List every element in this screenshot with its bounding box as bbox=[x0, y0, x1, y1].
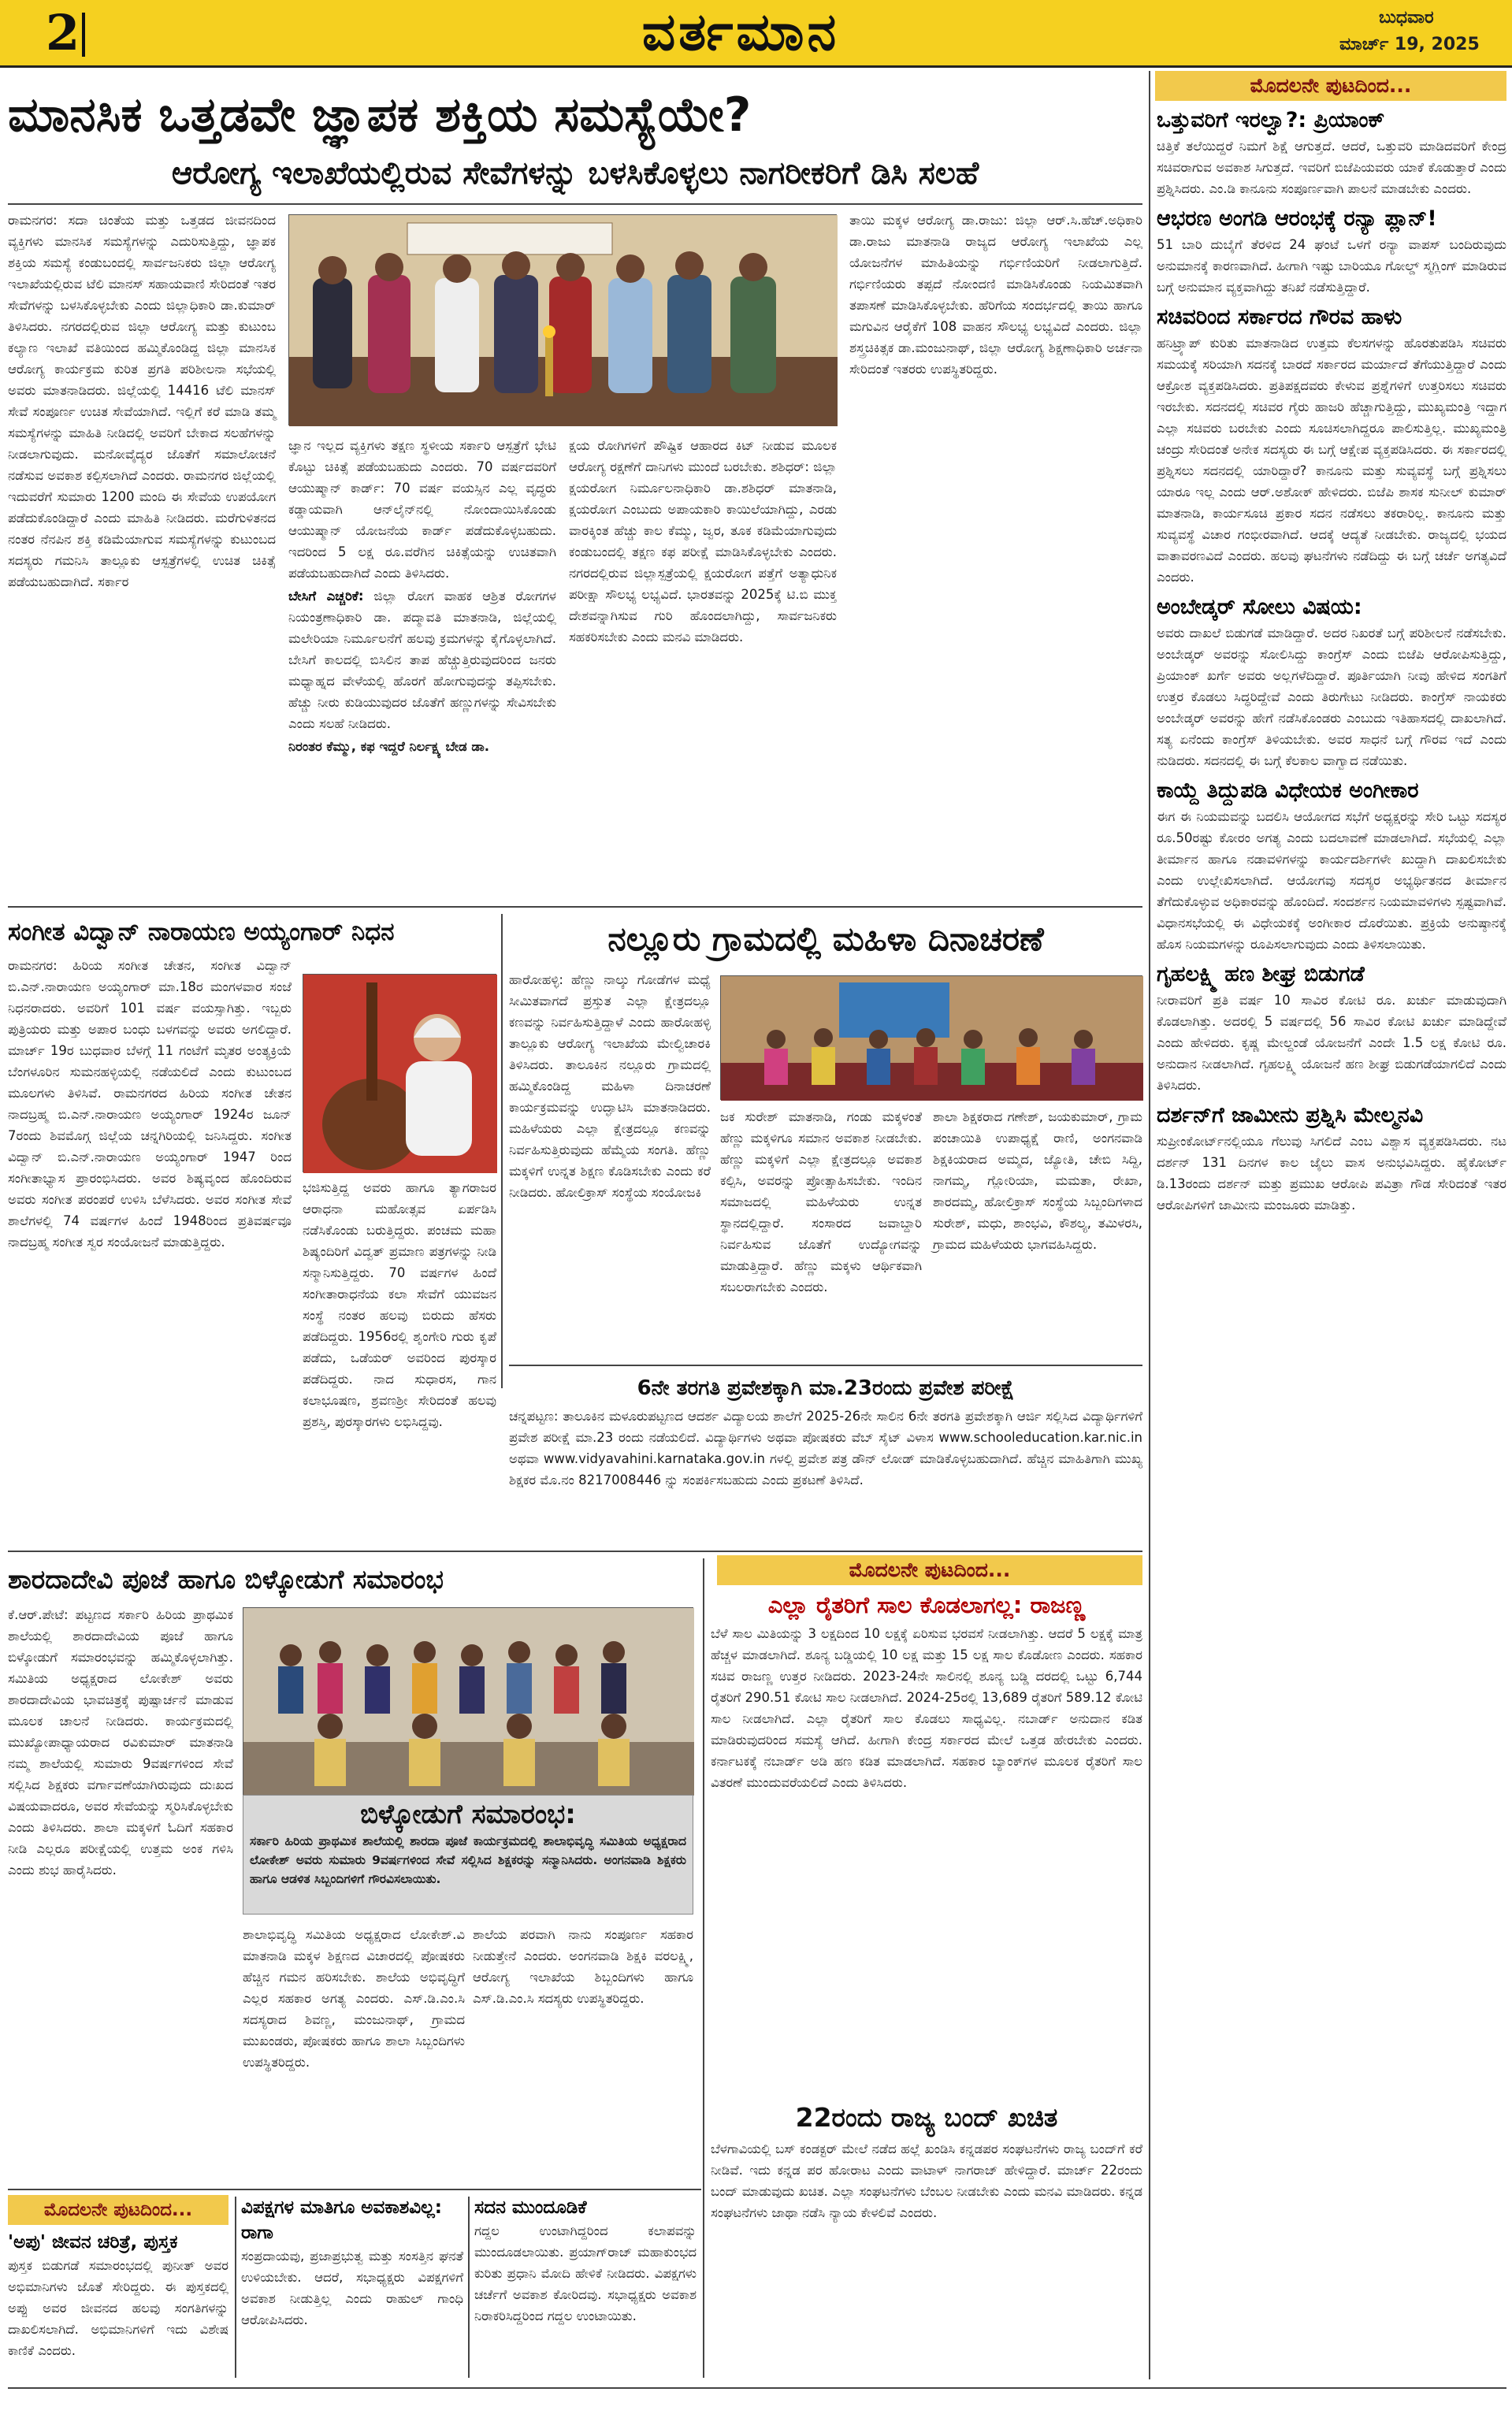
rule-row2 bbox=[8, 906, 1142, 908]
lead-col2c-text: ನಿರಂತರ ಕೆಮ್ಮು, ಕಫ ಇದ್ದರೆ ನಿರ್ಲಕ್ಷ್ಯ ಬೇಡ ಡಾ. bbox=[288, 739, 490, 754]
exam-headline: 6ನೇ ತರಗತಿ ಪ್ರವೇಶಕ್ಕಾಗಿ ಮಾ.23ರಂದು ಪ್ರವೇಶ ಪರೀಕ್ಷೆ bbox=[637, 1376, 1015, 1400]
sharada-headline: ಶಾರದಾದೇವಿ ಪೂಜೆ ಹಾಗೂ ಬಿಳ್ಕೋಡುಗೆ ಸಮಾರಂಭ bbox=[8, 1564, 444, 1595]
bottom-b2-head: ವಿಪಕ್ಷಗಳ ಮಾತಿಗೂ ಅವಕಾಶವಿಲ್ಲ: ರಾಗಾ bbox=[241, 2197, 442, 2243]
lead-photo bbox=[288, 214, 837, 425]
masthead bbox=[0, 0, 1512, 68]
lead-col3-text: ಕ್ಷಯ ರೋಗಿಗಳಿಗೆ ಪೌಷ್ಟಿಕ ಆಹಾರದ ಕಿಟ್ ನೀಡುವ ಮೂಲಕ ಆರೋಗ್ಯ ರಕ್ಷಣೆಗೆ ದಾನಿಗಳು ಮುಂದೆ ಬರಬೇಕು. ಶಶಿಧರ್: ಜಿಲ್ಲಾ ಕ್ಷಯರೋಗ ನಿರ್ಮೂಲನಾಧಿಕಾರಿ ಡಾ.ಶಶಿಧರ್ ಮಾತನಾಡಿ, ಕ್ಷಯರೋಗ ಎಂಬುದು ಅಪಾಯಕಾರಿ ಕಾಯಿಲೆಯಾಗಿದ್ದು, ಎರಡು ವಾರಕ್ಕಿಂತ ಹೆಚ್ಚು ಕಾಲ ಕೆಮ್ಮು, ಜ್ವರ, ತೂಕ ಕಡಿಮೆಯಾಗುವುದು ಕಂಡುಬಂದಲ್ಲಿ ತಕ್ಷಣ ಕಫ ಪರೀಕ್ಷೆ ಮಾಡಿಸಿಕೊಳ್ಳಬೇಕು ಎಂದರು. ನಗರದಲ್ಲಿರುವ ಜಿಲ್ಲಾಸ್ಪತ್ರೆಯಲ್ಲಿ ಕ್ಷಯರೋಗ ಪತ್ತೆಗೆ ಅತ್ಯಾಧುನಿಕ ಪರೀಕ್ಷಾ ಸೌಲಭ್ಯ ಲಭ್ಯವಿದೆ. ಭಾರತವನ್ನು 2025ಕ್ಕೆ ಟಿ.ಬಿ ಮುಕ್ತ ದೇಶವನ್ನಾಗಿಸುವ ಗುರಿ ಹೊಂದಲಾಗಿದ್ದು, ಸಾರ್ವಜನಿಕರು ಸಹಕರಿಸಬೇಕು ಎಂದು ಮನವಿ ಮಾಡಿದರು. bbox=[569, 438, 837, 644]
bandh-headline: 22ರಂದು ರಾಜ್ಯ ಬಂದ್ ಖಚಿತ bbox=[795, 2102, 1058, 2133]
right-continued-tag: ಮೊದಲನೇ ಪುಟದಿಂದ... bbox=[1155, 71, 1506, 101]
masthead-date: ಮಾರ್ಚ್ 19, 2025 bbox=[1339, 35, 1480, 54]
lead-photo-image bbox=[289, 215, 838, 426]
sharada-col3 bbox=[473, 1924, 693, 2187]
bottom-b3-head: ಸದನ ಮುಂದೂಡಿಕೆ bbox=[474, 2197, 587, 2218]
right-p4: ಅವರು ದಾಖಲೆ ಬಿಡುಗಡೆ ಮಾಡಿದ್ದಾರೆ. ಅದರ ನಿಖರತೆ ಬಗ್ಗೆ ಪರಿಶೀಲನೆ ನಡೆಸಬೇಕು. ಅಂಬೇಡ್ಕರ್ ಅವರನ್ನು ಸೋಲಿಸಿದ್ದು ಕಾಂಗ್ರೆಸ್ ಎಂದು ಬಿಜೆಪಿ ಆರೋಪಿಸುತ್ತಿದ್ದು, ಪ್ರಿಯಾಂಕ್ ಖರ್ಗೆ ಅವರು ಅಲ್ಲಗಳೆದಿದ್ದಾರೆ. ಪೂರ್ತಿಯಾಗಿ ನೀವು ಹೇಳಿದ ಸಂಗತಿಗೆ ಉತ್ತರ ಕೊಡಲು ಸಿದ್ಧರಿದ್ದೇವೆ ಎಂದು ತಿರುಗೇಟು ನೀಡಿದರು. ಕಾಂಗ್ರೆಸ್ ನಾಯಕರು ಅಂಬೇಡ್ಕರ್ ಅವರನ್ನು ಹೇಗೆ ನಡೆಸಿಕೊಂಡರು ಎಂಬುದು ಇತಿಹಾಸದಲ್ಲಿ ದಾಖಲಾಗಿದೆ. ಸತ್ಯ ಏನೆಂದು ಕಾಂಗ್ರೆಸ್ ತಿಳಿಯಬೇಕು. ಅವರ ಸಾಧನೆ ಬಗ್ಗೆ ಗೌರವ ಇದೆ ಎಂದು ನುಡಿದರು. ಸದನದಲ್ಲಿ ಈ ಬಗ್ಗೆ ಕೆಲಕಾಲ ವಾಗ್ವಾದ ನಡೆಯಿತು. bbox=[1157, 626, 1506, 768]
sharada-photo-image bbox=[243, 1608, 694, 1796]
bandh-text: ಬೆಳಗಾವಿಯಲ್ಲಿ ಬಸ್ ಕಂಡಕ್ಟರ್ ಮೇಲೆ ನಡೆದ ಹಲ್ಲೆ ಖಂಡಿಸಿ ಕನ್ನಡಪರ ಸಂಘಟನೆಗಳು ರಾಜ್ಯ ಬಂದ್‌ಗೆ ಕರೆ ನೀಡಿವೆ. ಇದು ಕನ್ನಡ ಪರ ಹೋರಾಟ ಎಂದು ವಾಟಾಳ್ ನಾಗರಾಜ್ ಹೇಳಿದ್ದಾರೆ. ಮಾರ್ಚ್ 22ರಂದು ಬಂದ್ ಮಾಡುವುದು ಖಚಿತ. ಎಲ್ಲಾ ಸಂಘಟನೆಗಳು ಬೆಂಬಲ ನೀಡಬೇಕು ಎಂದು ಮನವಿ ಮಾಡಿದರು. ಕನ್ನಡ ಸಂಘಟನೆಗಳು ಜಾಥಾ ನಡೆಸಿ ನ್ಯಾಯ ಕೇಳಲಿವೆ ಎಂದರು. bbox=[711, 2141, 1142, 2220]
nallur-col2 bbox=[720, 1106, 922, 1379]
right-h5: ಕಾಯ್ದೆ ತಿದ್ದುಪಡಿ ವಿಧೇಯಕ ಅಂಗೀಕಾರ bbox=[1157, 778, 1419, 803]
sharada-col1-text: ಕೆ.ಆರ್.ಪೇಟೆ: ಪಟ್ಟಣದ ಸರ್ಕಾರಿ ಹಿರಿಯ ಪ್ರಾಥಮಿಕ ಶಾಲೆಯಲ್ಲಿ ಶಾರದಾದೇವಿಯ ಪೂಜೆ ಹಾಗೂ ಬಿಳ್ಕೋಡುಗೆ ಸಮಾರಂಭವನ್ನು ಹಮ್ಮಿಕೊಳ್ಳಲಾಗಿತ್ತು. ಸಮಿತಿಯ ಅಧ್ಯಕ್ಷರಾದ ಲೋಕೇಶ್ ಅವರು ಶಾರದಾದೇವಿಯ ಭಾವಚಿತ್ರಕ್ಕೆ ಪುಷ್ಪಾರ್ಚನೆ ಮಾಡುವ ಮೂಲಕ ಚಾಲನೆ ನೀಡಿದರು. ಕಾರ್ಯಕ್ರಮದಲ್ಲಿ ಮುಖ್ಯೋಪಾಧ್ಯಾಯರಾದ ರವಿಕುಮಾರ್ ಮಾತನಾಡಿ ನಮ್ಮ ಶಾಲೆಯಲ್ಲಿ ಸುಮಾರು 9ವರ್ಷಗಳಿಂದ ಸೇವೆ ಸಲ್ಲಿಸಿದ ಶಿಕ್ಷಕರು ವರ್ಗಾವಣೆಯಾಗಿರುವುದು ದುಃಖದ ವಿಷಯವಾದರೂ, ಅವರ ಸೇವೆಯನ್ನು ಸ್ಮರಿಸಿಕೊಳ್ಳಬೇಕು ಎಂದು ತಿಳಿಸಿದರು. ಶಾಲಾ ಮಕ್ಕಳಿಗೆ ಓದಿಗೆ ಸಹಕಾರ ನೀಡಿ ಎಲ್ಲರೂ ಪರೀಕ್ಷೆಯಲ್ಲಿ ಉತ್ತಮ ಅಂಕ ಗಳಿಸಿ ಎಂದು ಶುಭ ಹಾರೈಸಿದರು. bbox=[8, 1607, 233, 1877]
bottom-b1-text: ಪುಸ್ತಕ ಬಿಡುಗಡೆ ಸಮಾರಂಭದಲ್ಲಿ ಪುನೀತ್ ಅವರ ಅಭಿಮಾನಿಗಳು ಜೊತೆ ಸೇರಿದ್ದರು. ಈ ಪುಸ್ತಕದಲ್ಲಿ ಅಪ್ಪು ಅವರ ಜೀವನದ ಹಲವು ಸಂಗತಿಗಳನ್ನು ದಾಖಲಿಸಲಾಗಿದೆ. ಅಭಿಮಾನಿಗಳಿಗೆ ಇದು ವಿಶೇಷ ಕಾಣಿಕೆ ಎಂದರು. bbox=[8, 2258, 228, 2358]
bottom-b2 bbox=[241, 2195, 463, 2379]
loan-body bbox=[711, 1623, 1142, 2094]
sharada-photo bbox=[243, 1607, 693, 1795]
lead-col3 bbox=[569, 435, 837, 903]
bottom-b2-text: ಸಂಪ್ರದಾಯವು, ಪ್ರಜಾಪ್ರಭುತ್ವ ಮತ್ತು ಸಂಸತ್ತಿನ ಘನತೆ ಉಳಿಯಬೇಕು. ಆದರೆ, ಸಭಾಧ್ಯಕ್ಷರು ವಿಪಕ್ಷಗಳಿಗೆ ಅವಕಾಶ ನೀಡುತ್ತಿಲ್ಲ ಎಂದು ರಾಹುಲ್ ಗಾಂಧಿ ಆರೋಪಿಸಿದರು. bbox=[241, 2249, 463, 2327]
nallur-p1: ಹಾರೋಹಳ್ಳಿ: ಹೆಣ್ಣು ನಾಲ್ಕು ಗೋಡೆಗಳ ಮಧ್ಯೆ ಸೀಮಿತವಾಗದೆ ಪ್ರಸ್ತುತ ಎಲ್ಲಾ ಕ್ಷೇತ್ರದಲ್ಲೂ ಕಣವನ್ನು ನಿರ್ವಹಿಸುತ್ತಿದ್ದಾಳೆ ಎಂದು ಹಾರೋಹಳ್ಳಿ ತಾಲ್ಲೂಕು ಆರೋಗ್ಯ ಇಲಾಖೆಯ ಮೇಲ್ವಿಚಾರಕಿ ತಿಳಿಸಿದರು. ತಾಲೂಕಿನ ನಲ್ಲೂರು ಗ್ರಾಮದಲ್ಲಿ ಹಮ್ಮಿಕೊಂಡಿದ್ದ ಮಹಿಳಾ ದಿನಾಚರಣೆ ಕಾರ್ಯಕ್ರಮವನ್ನು ಉದ್ಘಾಟಿಸಿ ಮಾತನಾಡಿದರು. ಮಹಿಳೆಯರು ಎಲ್ಲಾ ಕ್ಷೇತ್ರದಲ್ಲೂ ಕಣವನ್ನು ನಿರ್ವಹಿಸುತ್ತಿರುವುದು ಹೆಮ್ಮೆಯ ಸಂಗತಿ. ಹೆಣ್ಣು ಮಕ್ಕಳಿಗೆ ಉನ್ನತ ಶಿಕ್ಷಣ ಕೊಡಿಸಬೇಕು ಎಂದು ಕರೆ ನೀಡಿದರು. ಹೋಲಿಕ್ರಾಸ್ ಸಂಸ್ಥೆಯ ಸಂಯೋಜಕಿ bbox=[509, 972, 711, 1200]
lead-headline: ಮಾನಸಿಕ ಒತ್ತಡವೇ ಜ್ಞಾಪಕ ಶಕ್ತಿಯ ಸಮಸ್ಯೆಯೇ? bbox=[8, 87, 752, 143]
loan-text: ಬೆಳೆ ಸಾಲ ಮಿತಿಯನ್ನು 3 ಲಕ್ಷದಿಂದ 10 ಲಕ್ಷಕ್ಕೆ ಏರಿಸುವ ಭರವಸೆ ನೀಡಲಾಗಿತ್ತು. ಆದರೆ 5 ಲಕ್ಷಕ್ಕೆ ಮಾತ್ರ ಹೆಚ್ಚಳ ಮಾಡಲಾಗಿದೆ. ಶೂನ್ಯ ಬಡ್ಡಿಯಲ್ಲಿ 10 ಲಕ್ಷ ಮತ್ತು 15 ಲಕ್ಷ ಸಾಲ ಕೊಡೋಣ ಎಂದರು. ಸಹಕಾರ ಸಚಿವ ರಾಜಣ್ಣ ಉತ್ತರ ನೀಡಿದರು. 2023-24ನೇ ಸಾಲಿನಲ್ಲಿ ಶೂನ್ಯ ಬಡ್ಡಿ ದರದಲ್ಲಿ ಒಟ್ಟು 6,744 ರೈತರಿಗೆ 290.51 ಕೋಟಿ ಸಾಲ ನೀಡಲಾಗಿದೆ. 2024-25ರಲ್ಲಿ 13,689 ರೈತರಿಗೆ 589.12 ಕೋಟಿ ಸಾಲ ನೀಡಲಾಗಿದೆ. ಎಲ್ಲಾ ರೈತರಿಗೆ ಸಾಲ ಕೊಡಲು ಸಾಧ್ಯವಿಲ್ಲ. ನಬಾರ್ಡ್ ಅನುದಾನ ಕಡಿತ ಮಾಡಿರುವುದರಿಂದ ಸಮಸ್ಯೆ ಆಗಿದೆ. ಹೀಗಾಗಿ ಕೇಂದ್ರ ಸರ್ಕಾರದ ಮೇಲೆ ಒತ್ತಡ ಹೇರಬೇಕು ಎಂದರು. ಕರ್ನಾಟಕಕ್ಕೆ ನಬಾರ್ಡ್ ಅಡಿ ಹಣ ಕಡಿತ ಮಾಡಲಾಗಿದೆ. ಸಹಕಾರ ಬ್ಯಾಂಕ್‌ಗಳ ಮೂಲಕ ರೈತರಿಗೆ ಸಾಲ ವಿತರಣೆ ಮುಂದುವರೆಯಲಿದೆ ಎಂದು ತಿಳಿಸಿದರು. bbox=[711, 1626, 1142, 1790]
lead-col2a-text: ಜ್ಞಾನ ಇಲ್ಲದ ವ್ಯಕ್ತಿಗಳು ತಕ್ಷಣ ಸ್ಥಳೀಯ ಸರ್ಕಾರಿ ಆಸ್ಪತ್ರೆಗೆ ಭೇಟಿ ಕೊಟ್ಟು ಚಿಕಿತ್ಸೆ ಪಡೆಯಬಹುದು ಎಂದರು. 70 ವರ್ಷದವರಿಗೆ ಆಯುಷ್ಮಾನ್ ಕಾರ್ಡ್: 70 ವರ್ಷ ವಯಸ್ಸಿನ ಎಲ್ಲ ವೃದ್ಧರು ಕಡ್ಡಾಯವಾಗಿ ಆನ್‌ಲೈನ್‌ನಲ್ಲಿ ನೋಂದಾಯಿಸಿಕೊಂಡು ಆಯುಷ್ಮಾನ್ ಯೋಜನೆಯ ಕಾರ್ಡ್ ಪಡೆದುಕೊಳ್ಳಬಹುದು. ಇದರಿಂದ 5 ಲಕ್ಷ ರೂ.ವರೆಗಿನ ಚಿಕಿತ್ಸೆಯನ್ನು ಉಚಿತವಾಗಿ ಪಡೆಯಬಹುದಾಗಿದೆ ಎಂದು ತಿಳಿಸಿದರು. bbox=[288, 438, 556, 581]
sharada-caption-text: ಸರ್ಕಾರಿ ಹಿರಿಯ ಪ್ರಾಥಮಿಕ ಶಾಲೆಯಲ್ಲಿ ಶಾರದಾ ಪೂಜೆ ಕಾರ್ಯಕ್ರಮದಲ್ಲಿ ಶಾಲಾಭಿವೃದ್ಧಿ ಸಮಿತಿಯ ಅಧ್ಯಕ್ಷರಾದ ಲೋಕೇಶ್ ಅವರು ಸುಮಾರು 9ವರ್ಷಗಳಿಂದ ಸೇವೆ ಸಲ್ಲಿಸಿದ ಶಿಕ್ಷಕರನ್ನು ಸನ್ಮಾನಿಸಿದರು. ಅಂಗನವಾಡಿ ಶಿಕ್ಷಕರು ಹಾಗೂ ಆಡಳಿತ ಸಿಬ್ಬಂದಿಗಳಿಗೆ ಗೌರವಿಸಲಾಯಿತು. bbox=[250, 1834, 686, 1886]
right-column bbox=[1157, 106, 1506, 2383]
right-h2: ಆಭರಣ ಅಂಗಡಿ ಆರಂಭಕ್ಕೆ ರನ್ಯಾ ಪ್ಲಾನ್! bbox=[1157, 206, 1437, 231]
music-right-text: ಭಜಿಸುತ್ತಿದ್ದ ಅವರು ಹಾಗೂ ತ್ಯಾಗರಾಜರ ಆರಾಧನಾ ಮಹೋತ್ಸವ ಏರ್ಪಡಿಸಿ ನಡೆಸಿಕೊಂಡು ಬರುತ್ತಿದ್ದರು. ಪಂಚಮ ಮಹಾ ಶಿಷ್ಯಂದಿರಿಗೆ ವಿದ್ವತ್ ಪ್ರಮಾಣ ಪತ್ರಗಳನ್ನು ನೀಡಿ ಸನ್ಮಾನಿಸುತ್ತಿದ್ದರು. 70 ವರ್ಷಗಳ ಹಿಂದೆ ಸಂಗೀತಾರಾಧನೆಯ ಕಲಾ ಸೇವೆಗೆ ಯುವಜನ ಸಂಸ್ಥೆ ನಂತರ ಹಲವು ಬಿರುದು ಹೆಸರು ಪಡೆದಿದ್ದರು. 1956ರಲ್ಲಿ ಶೃಂಗೇರಿ ಗುರು ಕೃಪೆ ಪಡೆದು, ಒಡೆಯರ್ ಅವರಿಂದ ಪುರಸ್ಕಾರ ಪಡೆದಿದ್ದರು. ನಾದ ಸುಧಾರಸ, ಗಾನ ಕಲಾಭೂಷಣ, ಶ್ರವಣಶ್ರೀ ಸೇರಿದಂತೆ ಹಲವು ಪ್ರಶಸ್ತಿ, ಪುರಸ್ಕಾರಗಳು ಲಭಿಸಿದ್ದವು. bbox=[303, 1180, 496, 1429]
rule-music-nallur bbox=[501, 914, 503, 1388]
right-p2: 51 ಬಾರಿ ದುಬೈಗೆ ತೆರಳಿದ 24 ಘಂಟೆ ಒಳಗೆ ರನ್ಯಾ ವಾಪಸ್ ಬಂದಿರುವುದು ಅನುಮಾನಕ್ಕೆ ಕಾರಣವಾಗಿದೆ. ಹೀಗಾಗಿ ಇಷ್ಟು ಬಾರಿಯೂ ಗೋಲ್ಡ್ ಸ್ಮಗ್ಲಿಂಗ್ ಮಾಡಿರುವ ಬಗ್ಗೆ ಅನುಮಾನ ವ್ಯಕ್ತವಾಗಿದ್ದು ತನಿಖೆ ನಡೆಸುತ್ತಿದ್ದಾರೆ. bbox=[1157, 237, 1506, 295]
exam-body bbox=[509, 1406, 1142, 1547]
right-h1: ಒತ್ತುವರಿಗೆ ಇರಲ್ವಾ?: ಪ್ರಿಯಾಂಕ್ bbox=[1157, 108, 1385, 132]
bottom-b3 bbox=[474, 2195, 697, 2379]
lead-col4-text: ತಾಯಿ ಮಕ್ಕಳ ಆರೋಗ್ಯ ಡಾ.ರಾಜು: ಜಿಲ್ಲಾ ಆರ್.ಸಿ.ಹೆಚ್.ಅಧಿಕಾರಿ ಡಾ.ರಾಜು ಮಾತನಾಡಿ ರಾಜ್ಯದ ಆರೋಗ್ಯ ಇಲಾಖೆಯ ಎಲ್ಲ ಯೋಜನೆಗಳ ಮಾಹಿತಿಯನ್ನು ಗರ್ಭಿಣಿಯರಿಗೆ ನೀಡಲಾಗುತ್ತಿದೆ. ಗರ್ಭಿಣಿಯರು ತಪ್ಪದೆ ನೋಂದಣಿ ಮಾಡಿಸಿಕೊಂಡು ನಿಯಮಿತವಾಗಿ ತಪಾಸಣೆ ಮಾಡಿಸಿಕೊಳ್ಳಬೇಕು. ಹೆರಿಗೆಯ ಸಂದರ್ಭದಲ್ಲಿ ತಾಯಿ ಹಾಗೂ ಮಗುವಿನ ಆರೈಕೆಗೆ 108 ವಾಹನ ಸೌಲಭ್ಯ ಲಭ್ಯವಿದೆ ಎಂದರು. ಜಿಲ್ಲಾ ಶಸ್ತ್ರಚಿಕಿತ್ಸಕ ಡಾ.ಮಂಜುನಾಥ್, ಜಿಲ್ಲಾ ಆರೋಗ್ಯ ಶಿಕ್ಷಣಾಧಿಕಾರಿ ಅರ್ಚನಾ ಸೇರಿದಂತೆ ಇತರರು ಉಪಸ್ಥಿತರಿದ್ದರು. bbox=[849, 213, 1142, 377]
rule-b2-b3 bbox=[468, 2197, 470, 2378]
lead-subheadline: ಆರೋಗ್ಯ ಇಲಾಖೆಯಲ್ಲಿರುವ ಸೇವೆಗಳನ್ನು ಬಳಸಿಕೊಳ್ಳಲು ನಾಗರೀಕರಿಗೆ ಡಿಸಿ ಸಲಹೆ bbox=[171, 155, 979, 191]
right-p7: ಸುಪ್ರೀಂಕೋರ್ಟ್‌ನಲ್ಲಿಯೂ ಗೆಲುವು ಸಿಗಲಿದೆ ಎಂಬ ವಿಶ್ವಾಸ ವ್ಯಕ್ತಪಡಿಸಿದರು. ನಟ ದರ್ಶನ್ 131 ದಿನಗಳ ಕಾಲ ಜೈಲು ವಾಸ ಅನುಭವಿಸಿದ್ದರು. ಹೈಕೋರ್ಟ್ ಡಿ.13ರಂದು ದರ್ಶನ್ ಮತ್ತು ಪ್ರಮುಖ ಆರೋಪಿ ಪವಿತ್ರಾ ಗೌಡ ಸೇರಿದಂತೆ ಇತರ ಆರೋಪಿಗಳಿಗೆ ಜಾಮೀನು ಮಂಜೂರು ಮಾಡಿತ್ತು. bbox=[1157, 1134, 1506, 1213]
right-h3: ಸಚಿವರಿಂದ ಸರ್ಕಾರದ ಗೌರವ ಹಾಳು bbox=[1157, 305, 1402, 329]
lead-col1 bbox=[8, 210, 276, 903]
rule-b1-b2 bbox=[235, 2197, 236, 2378]
rule-row3 bbox=[8, 1551, 1142, 1552]
loan-continued-tag: ಮೊದಲನೇ ಪುಟದಿಂದ... bbox=[717, 1555, 1142, 1585]
nallur-col3 bbox=[933, 1106, 1142, 1379]
sharada-col3-text: ಶಾಲೆಯ ಪರವಾಗಿ ನಾನು ಸಂಪೂರ್ಣ ಸಹಕಾರ ನೀಡುತ್ತೇನೆ ಎಂದರು. ಅಂಗನವಾಡಿ ಶಿಕ್ಷಕಿ ವರಲಕ್ಷ್ಮಿ, ಆರೋಗ್ಯ ಇಲಾಖೆಯ ಶಿಬ್ಬಂದಿಗಳು ಹಾಗೂ ಎಸ್.ಡಿ.ಎಂ.ಸಿ ಸದಸ್ಯರು ಉಪಸ್ಥಿತರಿದ್ದರು. bbox=[473, 1927, 693, 2006]
nallur-photo bbox=[720, 975, 1142, 1100]
exam-text: ಚನ್ನಪಟ್ಟಣ: ತಾಲೂಕಿನ ಮಳೂರುಪಟ್ಟಣದ ಆದರ್ಶ ವಿದ್ಯಾಲಯ ಶಾಲೆಗೆ 2025-26ನೇ ಸಾಲಿನ 6ನೇ ತರಗತಿ ಪ್ರವೇಶಕ್ಕಾಗಿ ಆರ್ಜಿ ಸಲ್ಲಿಸಿದ ವಿದ್ಯಾರ್ಥಿಗಳಿಗೆ ಪ್ರವೇಶ ಪರೀಕ್ಷೆ ಮಾ.23 ರಂದು ನಡೆಯಲಿದೆ. ವಿದ್ಯಾರ್ಥಿಗಳು ಅಥವಾ ಪೋಷಕರು ವೆಬ್ ಸೈಟ್ ವಿಳಾಸ www.schooleducation.kar.nic.in ಅಥವಾ www.vidyavahini.karnataka.gov.in ಗಳಲ್ಲಿ ಪ್ರವೇಶ ಪತ್ರ ಡೌನ್ ಲೋಡ್ ಮಾಡಿಕೊಳ್ಳಬಹುದಾಗಿದೆ. ಹೆಚ್ಚಿನ ಮಾಹಿತಿಗಾಗಿ ಮುಖ್ಯ ಶಿಕ್ಷಕರ ಮೊ.ನಂ 8217008446 ನ್ನು ಸಂಪರ್ಕಿಸಬಹುದು ಎಂದು ಪ್ರಕಟಣೆ ತಿಳಿಸಿದೆ. bbox=[509, 1409, 1142, 1487]
page-number-divider bbox=[82, 13, 85, 57]
bottom-b3-text: ಗದ್ದಲ ಉಂಟಾಗಿದ್ದರಿಂದ ಕಲಾಪವನ್ನು ಮುಂದೂಡಲಾಯಿತು. ಪ್ರಯಾಗ್‌ರಾಜ್ ಮಹಾಕುಂಭದ ಕುರಿತು ಪ್ರಧಾನಿ ಮೋದಿ ಹೇಳಿಕೆ ನೀಡಿದರು. ವಿಪಕ್ಷಗಳು ಚರ್ಚೆಗೆ ಅವಕಾಶ ಕೋರಿದವು. ಸಭಾಧ್ಯಕ್ಷರು ಅವಕಾಶ ನಿರಾಕರಿಸಿದ್ದರಿಂದ ಗದ್ದಲ ಉಂಟಾಯಿತು. bbox=[474, 2223, 697, 2323]
lead-rule bbox=[8, 203, 1142, 205]
bottom-continued-tag: ಮೊದಲನೇ ಪುಟದಿಂದ... bbox=[8, 2195, 228, 2225]
rule-bottom bbox=[8, 2387, 1506, 2389]
lead-col2b-head: ಬೇಸಿಗೆ ಎಚ್ಚರಿಕೆ: bbox=[288, 589, 364, 604]
right-h6: ಗೃಹಲಕ್ಷ್ಮಿ ಹಣ ಶೀಘ್ರ ಬಿಡುಗಡೆ bbox=[1157, 962, 1365, 986]
right-h4: ಅಂಬೇಡ್ಕರ್ ಸೋಲು ವಿಷಯ: bbox=[1157, 595, 1362, 619]
music-right bbox=[303, 1177, 496, 1429]
right-p6: ನೀರಾವರಿಗೆ ಪ್ರತಿ ವರ್ಷ 10 ಸಾವಿರ ಕೋಟಿ ರೂ. ಖರ್ಚು ಮಾಡುವುದಾಗಿ ಕೊಡಲಾಗಿತ್ತು. ಅದರಲ್ಲಿ 5 ವರ್ಷದಲ್ಲಿ 56 ಸಾವಿರ ಕೋಟಿ ಖರ್ಚು ಮಾಡಿದ್ದೇವೆ ಎಂದು ಹೇಳಿದರು. ಕೃಷ್ಣ ಮೇಲ್ದಂಡೆ ಯೋಜನೆಗೆ ಎಂದೇ 1.5 ಲಕ್ಷ ಕೋಟಿ ರೂ. ಅನುದಾನ ನೀಡಲಾಗಿದೆ. ಗೃಹಲಕ್ಷ್ಮಿ ಯೋಜನೆ ಹಣ ಶೀಘ್ರ ಬಿಡುಗಡೆಯಾಗಲಿದೆ ಎಂದು ತಿಳಿಸಿದರು. bbox=[1157, 993, 1506, 1093]
right-h7: ದರ್ಶನ್‌ಗೆ ಜಾಮೀನು ಪ್ರಶ್ನಿಸಿ ಮೇಲ್ಮನವಿ bbox=[1157, 1103, 1424, 1127]
nallur-photo-image bbox=[721, 976, 1143, 1101]
right-p1: ಚಿತ್ತಿಕೆ ತಲೆಯಿದ್ದರೆ ನಿಮಗೆ ಶಿಕ್ಷೆ ಆಗುತ್ತದೆ. ಆದರೆ, ಒತ್ತುವರಿ ಮಾಡಿದವರಿಗೆ ಕೇಂದ್ರ ಸಚಿವರಾಗುವ ಅವಕಾಶ ಸಿಗುತ್ತದೆ. ಇವರಿಗೆ ಬಿಜೆಪಿಯವರು ಯಾಕೆ ಕೊಡುತ್ತಾರೆ ಎಂದು ಪ್ರಶ್ನಿಸಿದರು. ಎಂ.ಡಿ ಕಾನೂನು ಸಂಪೂರ್ಣವಾಗಿ ಪಾಲನೆ ಮಾಡಬೇಕು ಎಂದರು. bbox=[1157, 139, 1506, 196]
lead-col2b-text: ಜಿಲ್ಲಾ ರೋಗ ವಾಹಕ ಆಶ್ರಿತ ರೋಗಗಳ ನಿಯಂತ್ರಣಾಧಿಕಾರಿ ಡಾ. ಪದ್ಮಾವತಿ ಮಾತನಾಡಿ, ಜಿಲ್ಲೆಯಲ್ಲಿ ಮಲೇರಿಯಾ ನಿರ್ಮೂಲನೆಗೆ ಹಲವು ಕ್ರಮಗಳನ್ನು ಕೈಗೊಳ್ಳಲಾಗಿದೆ. ಬೇಸಿಗೆ ಕಾಲದಲ್ಲಿ ಬಿಸಿಲಿನ ತಾಪ ಹೆಚ್ಚುತ್ತಿರುವುದರಿಂದ ಜನರು ಮಧ್ಯಾಹ್ನದ ವೇಳೆಯಲ್ಲಿ ಹೊರಗೆ ಹೋಗುವುದನ್ನು ತಪ್ಪಿಸಬೇಕು. ಹೆಚ್ಚು ನೀರು ಕುಡಿಯುವುದರ ಜೊತೆಗೆ ಹಣ್ಣುಗಳನ್ನು ಸೇವಿಸಬೇಕು ಎಂದು ಸಲಹೆ ನೀಡಿದರು. bbox=[288, 589, 556, 731]
music-left-text: ರಾಮನಗರ: ಹಿರಿಯ ಸಂಗೀತ ಚೇತನ, ಸಂಗೀತ ವಿದ್ವಾನ್ ಬಿ.ಎನ್.ನಾರಾಯಣ ಅಯ್ಯಂಗಾರ್ ಮಾ.18ರ ಮಂಗಳವಾರ ಸಂಜೆ ನಿಧನರಾದರು. ಅವರಿಗೆ 101 ವರ್ಷ ವಯಸ್ಸಾಗಿತ್ತು. ಇಬ್ಬರು ಪುತ್ರಿಯರು ಮತ್ತು ಅಪಾರ ಬಂಧು ಬಳಗವನ್ನು ಅವರು ಅಗಲಿದ್ದಾರೆ. ಮಾರ್ಚ್ 19ರ ಬುಧವಾರ ಬೆಳಗ್ಗೆ 11 ಗಂಟೆಗೆ ಮೃತರ ಅಂತ್ಯಕ್ರಿಯೆ ಬೆಂಗಳೂರಿನ ಸುಮನಹಳ್ಳಿಯಲ್ಲಿ ನಡೆಯಲಿದೆ ಎಂದು ಕುಟುಂಬದ ಮೂಲಗಳು ತಿಳಿಸಿವೆ. ರಾಮನಗರದ ಹಿರಿಯ ಸಂಗೀತ ಚೇತನ ನಾದಬ್ರಹ್ಮ ಬಿ.ಎನ್.ನಾರಾಯಣ ಅಯ್ಯಂಗಾರ್ 1924ರ ಜೂನ್ 7ರಂದು ಶಿವಮೊಗ್ಗ ಜಿಲ್ಲೆಯ ಚನ್ನಗಿರಿಯಲ್ಲಿ ಜನಿಸಿದ್ದರು. ಸಂಗೀತ ವಿದ್ವಾನ್ ಬಿ.ಎನ್.ನಾರಾಯಣ ಅಯ್ಯಂಗಾರ್ 1947 ರಿಂದ ಸಂಗೀತಾಭ್ಯಾಸ ಪ್ರಾರಂಭಿಸಿದರು. ಅವರ ಶಿಷ್ಯವೃಂದ ಹೊಂದಿರುವ ಅವರು ಸಂಗೀತ ಪರಂಪರೆ ಉಳಿಸಿ ಬೆಳೆಸಿದರು. ಅವರ ಸಂಗೀತ ಸೇವೆ ಶಾಲೆಗಳಲ್ಲಿ 74 ವರ್ಷಗಳ ಹಿಂದೆ 1948ರಿಂದ ಪ್ರತಿವರ್ಷವೂ ನಾದಬ್ರಹ್ಮ ಸಂಗೀತ ಸ್ವರ ಸಂಯೋಜನೆ ಮಾಡುತ್ತಿದ್ದರು. bbox=[8, 958, 292, 1250]
right-p5: ಈಗ ಈ ನಿಯಮವನ್ನು ಬದಲಿಸಿ ಆಯೋಗದ ಸಭೆಗೆ ಅಧ್ಯಕ್ಷರನ್ನು ಸೇರಿ ಒಟ್ಟು ಸದಸ್ಯರ ರೂ.50ರಷ್ಟು ಕೋರಂ ಅಗತ್ಯ ಎಂದು ಬದಲಾವಣೆ ಮಾಡಲಾಗಿದೆ. ಸಭೆಯಲ್ಲಿ ಎಲ್ಲಾ ತೀರ್ಮಾನ ಹಾಗೂ ನಡಾವಳಿಗಳನ್ನು ಕಾರ್ಯದರ್ಶಿಗಳೇ ಖುದ್ದಾಗಿ ದಾಖಲಿಸಬೇಕು ಎಂದು ಉಲ್ಲೇಖಿಸಲಾಗಿದೆ. ಆಯೋಗವು ಸದಸ್ಯರ ಅಭ್ಯರ್ಥಿತನದ ತೀರ್ಮಾನ ತೆಗೆದುಕೊಳ್ಳುವ ಅಧಿಕಾರವನ್ನು ಹೊಂದಿದೆ. ಸಂದರ್ಶನ ನಿಯಮಾವಳಿಗಳು ಸ್ಪಷ್ಟವಾಗಿವೆ. ವಿಧಾನಸಭೆಯಲ್ಲಿ ಈ ವಿಧೇಯಕಕ್ಕೆ ಅಂಗೀಕಾರ ದೊರೆಯಿತು. ಪ್ರಕ್ರಿಯೆ ಅನುಷ್ಠಾನಕ್ಕೆ ಹೊಸ ನಿಯಮಗಳನ್ನು ರೂಪಿಸಲಾಗುವುದು ಎಂದು ತಿಳಿಸಲಾಯಿತು. bbox=[1157, 809, 1506, 952]
nallur-headline: ನಲ್ಲೂರು ಗ್ರಾಮದಲ್ಲಿ ಮಹಿಳಾ ದಿನಾಚರಣೆ bbox=[607, 919, 1044, 958]
loan-headline: ಎಲ್ಲಾ ರೈತರಿಗೆ ಸಾಲ ಕೊಡಲಾಗಲ್ಲ: ರಾಜಣ್ಣ bbox=[767, 1591, 1086, 1618]
sharada-caption-title: ಬಿಳ್ಕೋಡುಗೆ ಸಮಾರಂಭ: bbox=[360, 1799, 576, 1830]
rule-sharada-loan bbox=[703, 1558, 704, 2378]
sharada-col2 bbox=[243, 1924, 465, 2187]
masthead-title: ವರ್ತಮಾನ bbox=[641, 2, 840, 62]
masthead-day: ಬುಧವಾರ bbox=[1379, 8, 1434, 28]
page-number: 2 bbox=[46, 4, 80, 61]
music-photo bbox=[303, 974, 496, 1172]
sharada-col2-text: ಶಾಲಾಭಿವೃದ್ಧಿ ಸಮಿತಿಯ ಅಧ್ಯಕ್ಷರಾದ ಲೋಕೇಶ್.ವಿ ಮಾತನಾಡಿ ಮಕ್ಕಳ ಶಿಕ್ಷಣದ ವಿಚಾರದಲ್ಲಿ ಪೋಷಕರು ಹೆಚ್ಚಿನ ಗಮನ ಹರಿಸಬೇಕು. ಶಾಲೆಯ ಅಭಿವೃದ್ಧಿಗೆ ಎಲ್ಲರ ಸಹಕಾರ ಅಗತ್ಯ ಎಂದರು. ಎಸ್.ಡಿ.ಎಂ.ಸಿ ಸದಸ್ಯರಾದ ಶಿವಣ್ಣ, ಮಂಜುನಾಥ್, ಗ್ರಾಮದ ಮುಖಂಡರು, ಪೋಷಕರು ಹಾಗೂ ಶಾಲಾ ಸಿಬ್ಬಂದಿಗಳು ಉಪಸ್ಥಿತರಿದ್ದರು. bbox=[243, 1927, 465, 2070]
music-photo-image bbox=[303, 975, 497, 1173]
nallur-col1 bbox=[509, 969, 711, 1379]
lead-col2 bbox=[288, 435, 556, 903]
lead-col1-text: ರಾಮನಗರ: ಸದಾ ಚಿಂತೆಯ ಮತ್ತು ಒತ್ತಡದ ಜೀವನದಿಂದ ವ್ಯಕ್ತಿಗಳು ಮಾನಸಿಕ ಸಮಸ್ಯೆಗಳನ್ನು ಎದುರಿಸುತ್ತಿದ್ದು, ಜ್ಞಾಪಕ ಶಕ್ತಿಯ ಸಮಸ್ಯೆ ಕಂಡುಬಂದಲ್ಲಿ ಸಾರ್ವಜನಿಕರು ಜಿಲ್ಲಾ ಆರೋಗ್ಯ ಇಲಾಖೆಯಲ್ಲಿರುವ ಟೆಲಿ ಮಾನಸ್ ಸಹಾಯವಾಣಿ ಸೇರಿದಂತೆ ಇತರ ಸೇವೆಗಳನ್ನು ಬಳಸಿಕೊಳ್ಳಬೇಕು ಎಂದು ಜಿಲ್ಲಾಧಿಕಾರಿ ಡಾ.ಕುಮಾರ್ ತಿಳಿಸಿದರು. ನಗರದಲ್ಲಿರುವ ಜಿಲ್ಲಾ ಆರೋಗ್ಯ ಮತ್ತು ಕುಟುಂಬ ಕಲ್ಯಾಣ ಇಲಾಖೆ ವತಿಯಿಂದ ಹಮ್ಮಿಕೊಂಡಿದ್ದ ಜಿಲ್ಲಾ ಮಾನಸಿಕ ಆರೋಗ್ಯ ಕಾರ್ಯಕ್ರಮ ಕುರಿತ ಪ್ರಗತಿ ಪರಿಶೀಲನಾ ಸಭೆಯಲ್ಲಿ ಅವರು ಮಾತನಾಡಿದರು. ಜಿಲ್ಲೆಯಲ್ಲಿ 14416 ಟೆಲಿ ಮಾನಸ್ ಸೇವೆ ಸಂಪೂರ್ಣ ಉಚಿತ ಸೇವೆಯಾಗಿದೆ. ಇಲ್ಲಿಗೆ ಕರೆ ಮಾಡಿ ತಮ್ಮ ಸಮಸ್ಯೆಗಳನ್ನು ಮಾಹಿತಿ ನೀಡಿದಲ್ಲಿ ಅವರಿಗೆ ಬೇಕಾದ ಸಲಹೆಗಳನ್ನು ನೀಡಲಾಗುವುದು. ಮನೋವೈದ್ಯರ ಜೊತೆಗೆ ಸಮಾಲೋಚನೆ ನಡೆಸುವ ಅವಕಾಶ ಕಲ್ಪಿಸಲಾಗಿದೆ ಎಂದರು. ರಾಮನಗರ ಜಿಲ್ಲೆಯಲ್ಲಿ ಇದುವರೆಗೆ ಸುಮಾರು 1200 ಮಂದಿ ಈ ಸೇವೆಯ ಉಪಯೋಗ ಪಡೆದುಕೊಂಡಿದ್ದಾರೆ ಎಂದು ಮಾಹಿತಿ ನೀಡಿದರು. ಮರೆಗುಳಿತನದ ನಂತರ ನೆನಪಿನ ಶಕ್ತಿ ಕಡಿಮೆಯಾಗುವ ಸಮಸ್ಯೆಗಳನ್ನು ಕುಟುಂಬದ ಸದಸ್ಯರು ಗಮನಿಸಿ ತಾಲ್ಲೂಕು ಆಸ್ಪತ್ರೆಗಳಲ್ಲಿ ಉಚಿತ ಚಿಕಿತ್ಸೆ ಪಡೆಯಬಹುದಾಗಿದೆ. ಸರ್ಕಾರ bbox=[8, 213, 276, 589]
rule-row4 bbox=[8, 2189, 701, 2190]
rule-exam bbox=[509, 1365, 1142, 1366]
sharada-col1 bbox=[8, 1604, 233, 2187]
music-headline: ಸಂಗೀತ ವಿದ್ವಾನ್ ನಾರಾಯಣ ಅಯ್ಯಂಗಾರ್ ನಿಧನ bbox=[8, 918, 395, 946]
sharada-caption-box bbox=[243, 1795, 693, 1915]
nallur-p3: ಶಾಲಾ ಶಿಕ್ಷಕರಾದ ಗಣೇಶ್, ಜಯಕುಮಾರ್, ಗ್ರಾಮ ಪಂಚಾಯಿತಿ ಉಪಾಧ್ಯಕ್ಷೆ ರಾಣಿ, ಅಂಗನವಾಡಿ ಶಿಕ್ಷಕಿಯರಾದ ಅಮ್ಮದ, ಜ್ಯೋತಿ, ಚೇಬಿ ಸಿದ್ದಿ, ನಾಗಮ್ಮ, ಗ್ಲೋರಿಯಾ, ಮಮತಾ, ರೇಖಾ, ಶಾರದಮ್ಮ, ಹೋಲಿಕ್ರಾಸ್ ಸಂಸ್ಥೆಯ ಸಿಬ್ಬಂದಿಗಳಾದ ಸುರೇಶ್, ಮಧು, ಶಾಂಭವಿ, ಕೌಶಲ್ಯ, ತಮಿಳರಸಿ, ಗ್ರಾಮದ ಮಹಿಳೆಯರು ಭಾಗವಹಿಸಿದ್ದರು. bbox=[933, 1109, 1142, 1252]
bandh-body bbox=[711, 2138, 1142, 2378]
bottom-b1-head: 'ಅಪು' ಜೀವನ ಚರಿತ್ರೆ, ಪುಸ್ತಕ bbox=[8, 2232, 178, 2253]
lead-col4 bbox=[849, 210, 1142, 903]
music-left bbox=[8, 955, 292, 1388]
rule-right-column bbox=[1149, 71, 1150, 2379]
bottom-b1 bbox=[8, 2230, 228, 2379]
right-p3: ಹನಿಟ್ರ್ಯಾಪ್ ಕುರಿತು ಮಾತನಾಡಿದ ಉತ್ತಮ ಕೆಲಸಗಳನ್ನು ಹೊರತುಪಡಿಸಿ ಸಚಿವರು ಸಮಯಕ್ಕೆ ಸರಿಯಾಗಿ ಸದನಕ್ಕೆ ಬಾರದೆ ಸರ್ಕಾರದ ಮರ್ಯಾದೆ ತೆಗೆಯುತ್ತಿದ್ದಾರೆ ಎಂದು ಆಕ್ರೋಶ ವ್ಯಕ್ತಪಡಿಸಿದರು. ಪ್ರತಿಪಕ್ಷದವರು ಕೇಳುವ ಪ್ರಶ್ನೆಗಳಿಗೆ ಉತ್ತರಿಸಲು ಸಚಿವರು ಇರಬೇಕು. ಸದನದಲ್ಲಿ ಸಚಿವರ ಗೈರು ಹಾಜರಿ ಹೆಚ್ಚಾಗುತ್ತಿದ್ದು, ಮುಖ್ಯಮಂತ್ರಿ ಇದ್ದಾಗ ಎಲ್ಲಾ ಸಚಿವರು ಬರಬೇಕು ಎಂದು ಸೂಚಿಸಲಾಗಿದ್ದರೂ ಪಾಲಿಸುತ್ತಿಲ್ಲ. ಮುಖ್ಯಮಂತ್ರಿ ಚಂದ್ರು ಸೇರಿದಂತೆ ಅನೇಕ ಸದಸ್ಯರು ಈ ಬಗ್ಗೆ ಆಕ್ಷೇಪ ವ್ಯಕ್ತಪಡಿಸಿದರು. ಈ ಸರ್ಕಾರದಲ್ಲಿ ಪ್ರಶ್ನಿಸಲು ಸದನದಲ್ಲಿ ಯಾರಿದ್ದಾರೆ? ಕಾನೂನು ಮತ್ತು ಸುವ್ಯವಸ್ಥೆ ಬಗ್ಗೆ ಪ್ರಶ್ನಿಸಲು ಯಾರೂ ಇಲ್ಲ ಎಂದು ಆರ್.ಅಶೋಕ್ ಹೇಳಿದರು. ಬಿಜೆಪಿ ಶಾಸಕ ಸುನೀಲ್ ಕುಮಾರ್ ಮಾತನಾಡಿ, ಕಾರ್ಯಸೂಚಿ ಪ್ರಕಾರ ಸದನ ನಡೆಸಲು ತಕರಾರಿಲ್ಲ. ಕಾನೂನು ಮತ್ತು ಸುವ್ಯವಸ್ಥೆ ವಿಚಾರ ಗಂಭೀರವಾಗಿದೆ. ಆದಕ್ಕೆ ಆದ್ಯತೆ ನೀಡಬೇಕು. ರಾಜ್ಯದಲ್ಲಿ ಭಯದ ವಾತಾವರಣವಿದೆ ಎಂದರು. ಹಲವು ಘಟನೆಗಳು ನಡೆದಿದ್ದು ಈ ಬಗ್ಗೆ ಚರ್ಚೆ ಅಗತ್ಯವಿದೆ ಎಂದರು. bbox=[1157, 336, 1506, 585]
nallur-p2: ಜಕ ಸುರೇಶ್ ಮಾತನಾಡಿ, ಗಂಡು ಮಕ್ಕಳಂತೆ ಹೆಣ್ಣು ಮಕ್ಕಳಿಗೂ ಸಮಾನ ಅವಕಾಶ ನೀಡಬೇಕು. ಹೆಣ್ಣು ಮಕ್ಕಳಿಗೆ ಎಲ್ಲಾ ಕ್ಷೇತ್ರದಲ್ಲೂ ಅವಕಾಶ ಕಲ್ಪಿಸಿ, ಅವರನ್ನು ಪ್ರೋತ್ಸಾಹಿಸಬೇಕು. ಇಂದಿನ ಸಮಾಜದಲ್ಲಿ ಮಹಿಳೆಯರು ಉನ್ನತ ಸ್ಥಾನದಲ್ಲಿದ್ದಾರೆ. ಸಂಸಾರದ ಜವಾಬ್ದಾರಿ ನಿರ್ವಹಿಸುವ ಜೊತೆಗೆ ಉದ್ಯೋಗವನ್ನು ಮಾಡುತ್ತಿದ್ದಾರೆ. ಹೆಣ್ಣು ಮಕ್ಕಳು ಆರ್ಥಿಕವಾಗಿ ಸಬಲರಾಗಬೇಕು ಎಂದರು. bbox=[720, 1109, 922, 1294]
